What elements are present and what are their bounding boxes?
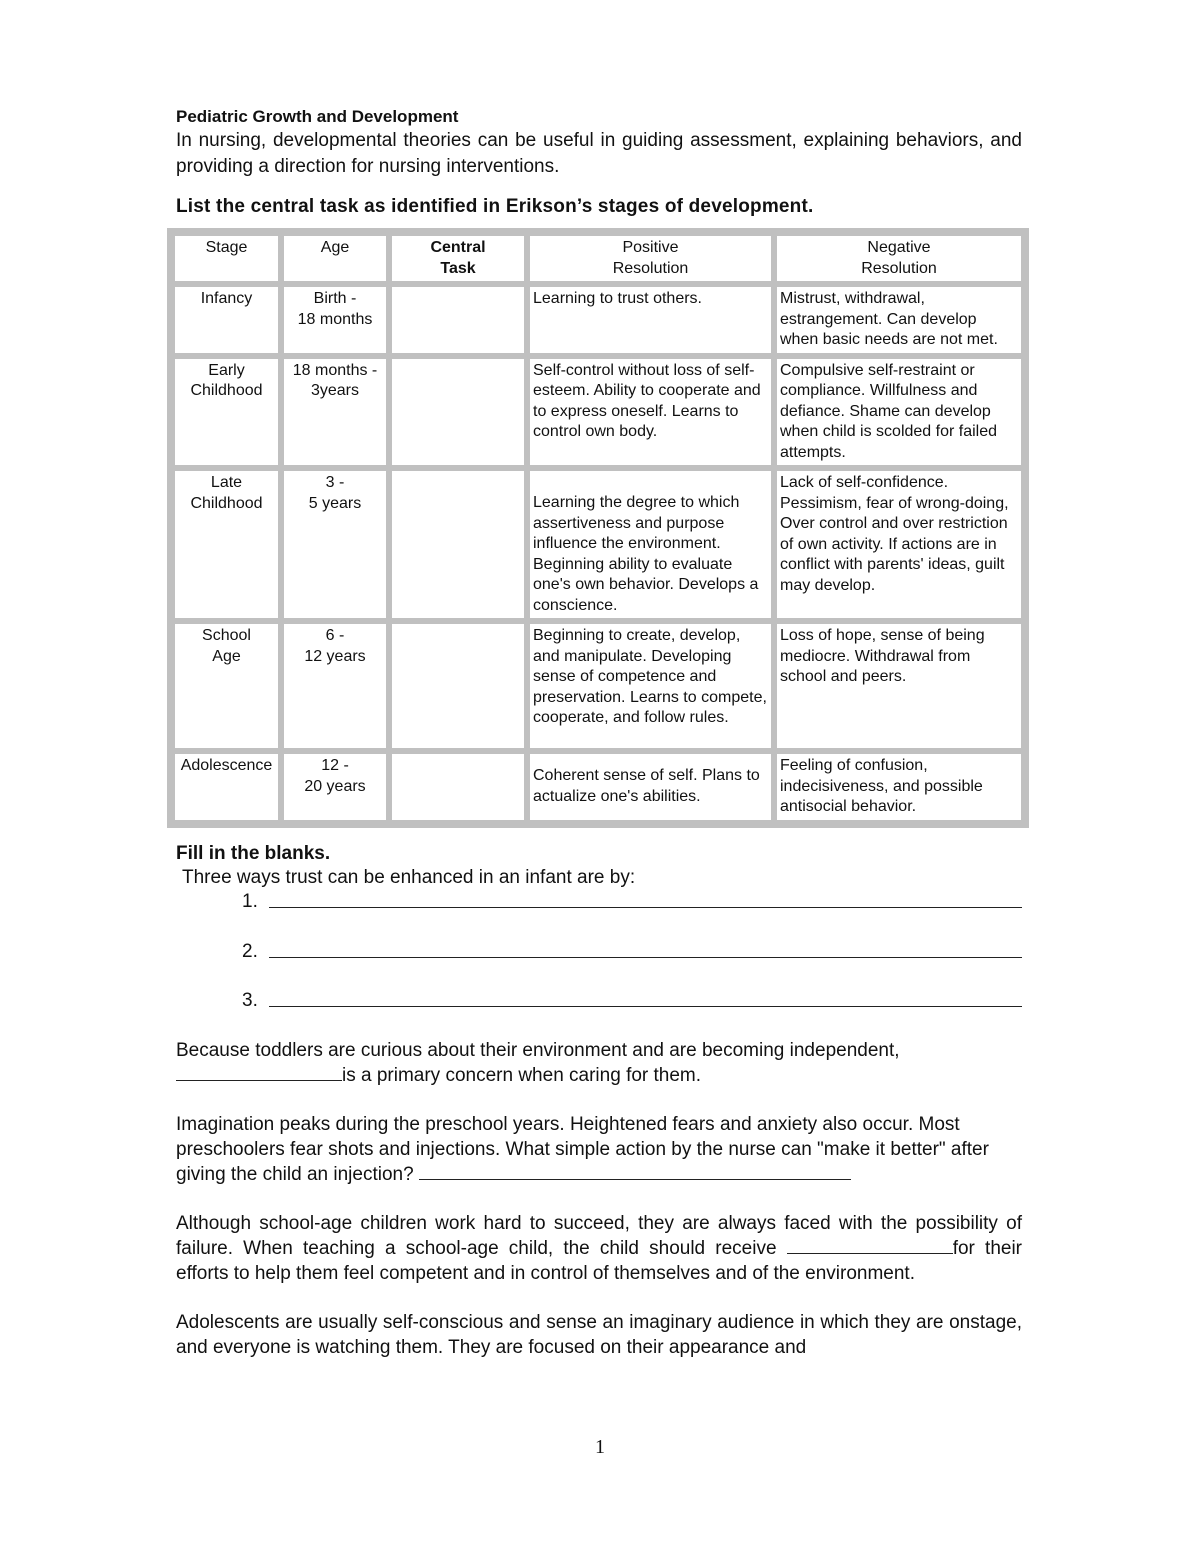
intro-paragraph: In nursing, developmental theories can be useful in guiding assessment, explaining behaviors, and providing a direction for nursing interventions. [176,130,1022,177]
answer-blank-1[interactable] [269,890,1022,908]
header-age: Age [281,233,389,284]
preschool-paragraph [176,1112,1022,1187]
stage-cell: School Age [172,621,281,751]
table-header-row [172,233,1024,284]
blank-item-1 [242,890,1022,914]
toddler-text-2: is a primary concern when caring for them. [342,1065,702,1086]
blank-number: 1. [242,891,258,912]
central-task-cell[interactable] [389,751,527,823]
adolescent-paragraph: Adolescents are usually self-conscious and sense an imaginary audience in which they are onstage, and everyone is watching them. They are focused on their appearance and [176,1312,1022,1358]
age-cell: 18 months - 3years [281,356,389,469]
fill-in-section [176,842,1022,1360]
toddler-text-1: Because toddlers are curious about their environment and are becoming independent, [176,1040,900,1061]
answer-blank-toddler[interactable] [176,1063,342,1081]
table-row [172,751,1024,823]
age-cell: 12 - 20 years [281,751,389,823]
header-central-task: Central Task [389,233,527,284]
answer-blank-2[interactable] [269,940,1022,958]
central-task-cell[interactable] [389,356,527,469]
document-header [176,106,1022,219]
table-heading: List the central task as identified in Erikson’s stages of development. [176,196,814,217]
negative-resolution-cell: Feeling of confusion, indecisiveness, and possible antisocial behavior. [774,751,1024,823]
negative-resolution-cell: Mistrust, withdrawal, estrangement. Can develop when basic needs are not met. [774,284,1024,356]
preschool-text: Imagination peaks during the preschool years. Heightened fears and anxiety also occur. Most preschoolers fear shots and injections. What simple action by the nurse can "make it better" after giving the child an injection? [176,1114,989,1185]
positive-resolution-cell: Learning the degree to which assertiveness and purpose influence the environment. Beginning ability to evaluate one's own behavior. Develops a conscience. [527,468,774,621]
fill-in-prompt: Three ways trust can be enhanced in an infant are by: [182,867,636,888]
positive-resolution-cell: Learning to trust others. [527,284,774,356]
erikson-stages-table [167,228,1029,828]
page-title: Pediatric Growth and Development [176,107,459,126]
blank-number: 2. [242,941,258,962]
answer-blank-3[interactable] [269,989,1022,1007]
central-task-cell[interactable] [389,468,527,621]
answer-blank-preschool[interactable] [419,1162,851,1180]
school-age-paragraph [176,1211,1022,1286]
negative-resolution-cell: Loss of hope, sense of being mediocre. Withdrawal from school and peers. [774,621,1024,751]
stage-cell: Early Childhood [172,356,281,469]
age-cell: Birth - 18 months [281,284,389,356]
negative-resolution-cell: Compulsive self-restraint or compliance. Willfulness and defiance. Shame can develop when child is scolded for failed attempts. [774,356,1024,469]
age-cell: 3 - 5 years [281,468,389,621]
answer-blank-school-age[interactable] [787,1236,953,1254]
school-age-text-1: Although school-age children work hard to succeed, they are always faced with the possibility of failure. When teaching a school-age child, the child should receive [176,1213,1022,1259]
stage-cell: Infancy [172,284,281,356]
central-task-cell[interactable] [389,284,527,356]
positive-resolution-cell: Beginning to create, develop, and manipulate. Developing sense of competence and preservation. Learns to compete, cooperate, and follow rules. [527,621,774,751]
negative-resolution-cell: Lack of self-confidence. Pessimism, fear of wrong-doing, Over control and over restriction of own activity. If actions are in conflict with parents' ideas, guilt may develop. [774,468,1024,621]
header-negative-resolution: Negative Resolution [774,233,1024,284]
header-positive-resolution: Positive Resolution [527,233,774,284]
header-stage: Stage [172,233,281,284]
blank-number: 3. [242,990,258,1011]
age-cell: 6 - 12 years [281,621,389,751]
table-row [172,356,1024,469]
table-row [172,621,1024,751]
stage-cell: Adolescence [172,751,281,823]
table-row [172,284,1024,356]
table-row [172,468,1024,621]
stage-cell: Late Childhood [172,468,281,621]
blank-item-3 [242,989,1022,1013]
positive-resolution-cell: Self-control without loss of self-esteem. Ability to cooperate and to express oneself. Learns to control own body. [527,356,774,469]
toddler-paragraph [176,1038,1022,1088]
page-number: 1 [595,1436,605,1458]
central-task-cell[interactable] [389,621,527,751]
positive-resolution-cell: Coherent sense of self. Plans to actualize one's abilities. [527,751,774,823]
school-age-text-2: for their efforts to help them feel competent and in control of themselves and of the environment. [176,1238,1022,1284]
blank-item-2 [242,940,1022,964]
fill-in-heading: Fill in the blanks. [176,843,331,864]
